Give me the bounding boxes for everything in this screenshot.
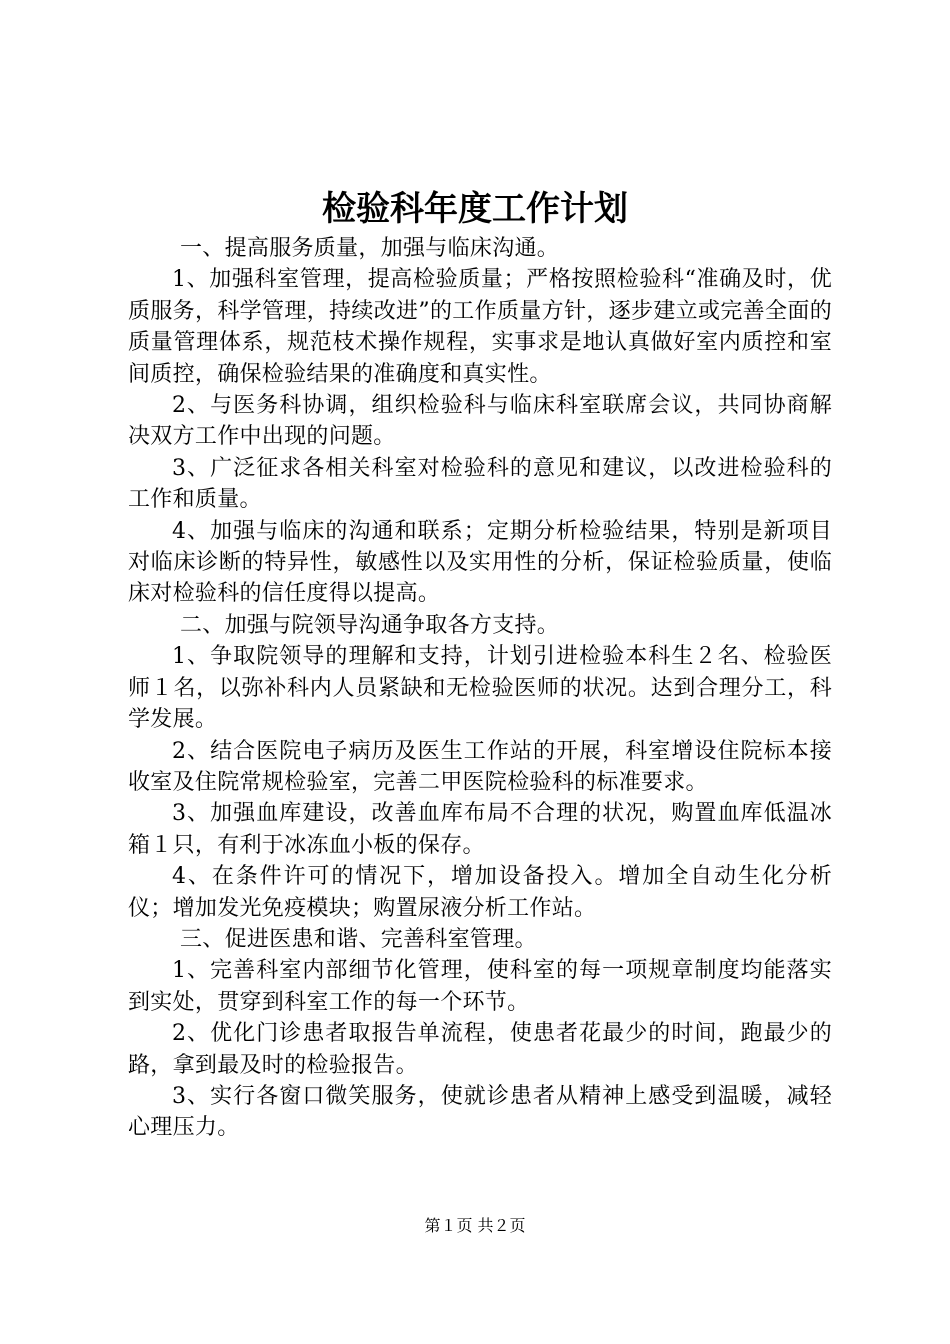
paragraph: 1、加强科室管理，提高检验质量；严格按照检验科“准确及时，优质服务，科学管理，持续改进”的工作质量方针，逐步建立或完善全面的质量管理体系，规范枝术操作规程，实事求是地认真做好室内质控和室间质控，确保检验结果的准确度和真实性。 (128, 267, 832, 387)
page-title: 检验科年度工作计划 (322, 189, 628, 229)
paragraph: 3、加强血库建设，改善血库布局不合理的状况，购置血库低温冰箱１只，有利于冰冻血小板的保存。 (128, 801, 832, 858)
paragraph: 4、在条件许可的情况下，增加设备投入。增加全自动生化分析仪；增加发光免疫模块；购置尿液分析工作站。 (128, 864, 832, 921)
paragraph: 1、争取院领导的理解和支持，计划引进检验本科生２名、检验医师１名，以弥补科内人员紧缺和无检验医师的状况。达到合理分工，科学发展。 (128, 644, 832, 733)
paragraph: 3、广泛征求各相关科室对检验科的意见和建议，以改进检验科的工作和质量。 (128, 455, 832, 513)
document-body (128, 233, 832, 1144)
paragraph: 2、与医务科协调，组织检验科与临床科室联席会议，共同协商解决双方工作中出现的问题。 (128, 393, 832, 450)
paragraph: 1、完善科室内部细节化管理，使科室的每一项规章制度均能落实到实处，贯穿到科室工作的每一个环节。 (128, 958, 832, 1015)
paragraph: 2、优化门诊患者取报告单流程，使患者花最少的时间，跑最少的路，拿到最及时的检验报告。 (128, 1021, 832, 1078)
paragraph: 3、实行各窗口微笑服务，使就诊患者从精神上感受到温暖，减轻心理压力。 (128, 1083, 832, 1141)
page-footer: 第１页 共２页 (424, 1216, 526, 1235)
section-heading: 二、加强与院领导沟通争取各方支持。 (180, 612, 560, 638)
section-heading: 三、促进医患和谐、完善科室管理。 (180, 926, 537, 952)
paragraph: 2、结合医院电子病历及医生工作站的开展，科室增设住院标本接收室及住院常规检验室，完善二甲医院检验科的标准要求。 (128, 738, 832, 795)
paragraph: 4、加强与临床的沟通和联系；定期分析检验结果，特别是新项目对临床诊断的特异性，敏感性以及实用性的分析，保证检验质量，使临床对检验科的信任度得以提高。 (128, 518, 832, 607)
section-heading: 一、提高服务质量，加强与临床沟通。 (180, 236, 560, 261)
